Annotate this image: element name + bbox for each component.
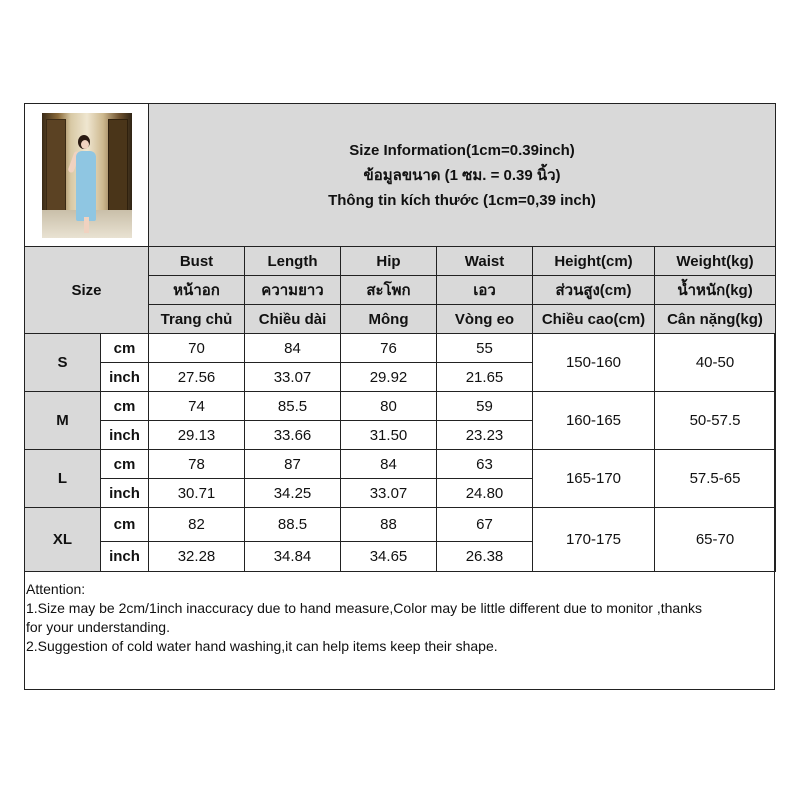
unit-cm: cm	[101, 334, 149, 363]
chart-title-vi: Thông tin kích thước (1cm=0,39 inch)	[328, 191, 596, 209]
header-row-en	[25, 247, 776, 276]
unit-cm: cm	[101, 508, 149, 542]
waist-inch: 21.65	[437, 363, 533, 392]
length-cm: 87	[245, 450, 341, 479]
header-hip-vi: Mông	[341, 305, 437, 334]
hip-inch: 34.65	[341, 542, 437, 572]
length-cm: 85.5	[245, 392, 341, 421]
header-weight-th: น้ำหนัก(kg)	[655, 276, 776, 305]
size-heading: Size	[25, 247, 149, 334]
table-row	[25, 450, 776, 479]
bust-inch: 29.13	[149, 421, 245, 450]
header-height-vi: Chiều cao(cm)	[533, 305, 655, 334]
waist-cm: 59	[437, 392, 533, 421]
height-range: 150-160	[533, 334, 655, 392]
weight-range: 57.5-65	[655, 450, 776, 508]
bust-inch: 30.71	[149, 479, 245, 508]
header-waist-th: เอว	[437, 276, 533, 305]
chart-title-th: ข้อมูลขนาด (1 ซม. = 0.39 นิ้ว)	[363, 166, 561, 184]
unit-cm: cm	[101, 450, 149, 479]
height-range: 170-175	[533, 508, 655, 572]
header-hip-th: สะโพก	[341, 276, 437, 305]
title-row	[25, 104, 776, 247]
chart-title-cell	[149, 104, 776, 247]
waist-inch: 24.80	[437, 479, 533, 508]
header-bust: Bust	[149, 247, 245, 276]
size-label-xl: XL	[25, 508, 101, 572]
size-label-s: S	[25, 334, 101, 392]
hip-cm: 76	[341, 334, 437, 363]
hip-inch: 31.50	[341, 421, 437, 450]
header-length-th: ความยาว	[245, 276, 341, 305]
length-cm: 84	[245, 334, 341, 363]
bust-cm: 78	[149, 450, 245, 479]
height-range: 160-165	[533, 392, 655, 450]
bust-cm: 82	[149, 508, 245, 542]
bust-cm: 70	[149, 334, 245, 363]
header-weight-vi: Cân nặng(kg)	[655, 305, 776, 334]
note-1: 1.Size may be 2cm/1inch inaccuracy due to hand measure,Color may be little different due to monitor ,thanks	[26, 600, 702, 616]
product-photo-cell	[25, 104, 149, 247]
unit-inch: inch	[101, 479, 149, 508]
waist-inch: 26.38	[437, 542, 533, 572]
product-photo	[42, 113, 132, 238]
length-inch: 34.84	[245, 542, 341, 572]
header-waist-vi: Vòng eo	[437, 305, 533, 334]
weight-range: 50-57.5	[655, 392, 776, 450]
unit-inch: inch	[101, 421, 149, 450]
note-1-continued: for your understanding.	[26, 619, 170, 635]
size-label-m: M	[25, 392, 101, 450]
hip-cm: 84	[341, 450, 437, 479]
header-waist: Waist	[437, 247, 533, 276]
unit-inch: inch	[101, 363, 149, 392]
height-range: 165-170	[533, 450, 655, 508]
header-height: Height(cm)	[533, 247, 655, 276]
bust-cm: 74	[149, 392, 245, 421]
header-hip: Hip	[341, 247, 437, 276]
hip-inch: 29.92	[341, 363, 437, 392]
hip-cm: 80	[341, 392, 437, 421]
note-2: 2.Suggestion of cold water hand washing,it can help items keep their shape.	[26, 638, 498, 654]
waist-inch: 23.23	[437, 421, 533, 450]
attention-notes	[26, 580, 771, 656]
header-bust-th: หน้าอก	[149, 276, 245, 305]
header-weight: Weight(kg)	[655, 247, 776, 276]
unit-inch: inch	[101, 542, 149, 572]
hip-cm: 88	[341, 508, 437, 542]
weight-range: 65-70	[655, 508, 776, 572]
size-label-l: L	[25, 450, 101, 508]
notes-heading: Attention:	[26, 581, 86, 597]
table-row	[25, 392, 776, 421]
header-length: Length	[245, 247, 341, 276]
length-inch: 33.07	[245, 363, 341, 392]
chart-title-en: Size Information(1cm=0.39inch)	[349, 141, 575, 159]
unit-cm: cm	[101, 392, 149, 421]
length-inch: 34.25	[245, 479, 341, 508]
length-inch: 33.66	[245, 421, 341, 450]
table-row	[25, 508, 776, 542]
bust-inch: 27.56	[149, 363, 245, 392]
size-chart-table	[24, 103, 776, 572]
bust-inch: 32.28	[149, 542, 245, 572]
header-bust-vi: Trang chủ	[149, 305, 245, 334]
hip-inch: 33.07	[341, 479, 437, 508]
waist-cm: 67	[437, 508, 533, 542]
waist-cm: 63	[437, 450, 533, 479]
waist-cm: 55	[437, 334, 533, 363]
length-cm: 88.5	[245, 508, 341, 542]
table-row	[25, 334, 776, 363]
header-length-vi: Chiều dài	[245, 305, 341, 334]
header-height-th: ส่วนสูง(cm)	[533, 276, 655, 305]
weight-range: 40-50	[655, 334, 776, 392]
